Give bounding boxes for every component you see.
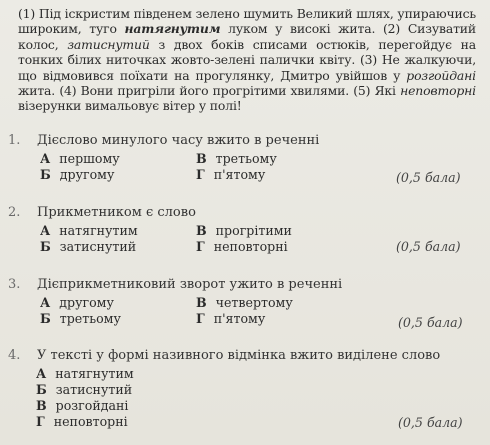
score-label: (0,5 бала) <box>398 415 463 430</box>
highlighted-word: розгойдані <box>406 67 476 83</box>
option-g[interactable] <box>196 311 265 326</box>
option-letter: Г <box>196 167 205 182</box>
option-g[interactable] <box>196 167 265 182</box>
option-g[interactable] <box>196 239 288 254</box>
highlighted-word: неповторні <box>400 83 476 99</box>
passage-text: з двох боків списами остюків, перегойдує на тонких білих ниточках жовто-зелені палички квіту. (3) Не жалкуючи, що відмовився поїхати на прогулянку, Дмитро увійшов у <box>18 36 476 83</box>
option-text: п'ятому <box>213 311 266 326</box>
option-text: п'ятому <box>213 167 266 182</box>
option-b[interactable] <box>40 311 121 326</box>
score-label: (0,5 бала) <box>396 239 461 254</box>
option-letter: Б <box>36 382 47 397</box>
option-a[interactable] <box>36 366 134 381</box>
question-number: 2. <box>8 205 21 220</box>
option-v[interactable] <box>196 295 293 310</box>
option-text: першому <box>59 151 120 166</box>
passage-text: візерунки вимальовує вітер у полі! <box>18 98 242 114</box>
question-number: 4. <box>8 348 21 363</box>
option-text: другому <box>59 167 115 182</box>
option-letter: А <box>36 366 47 381</box>
question-text: Дієприкметниковий зворот ужито в реченні <box>37 277 343 292</box>
option-text: неповторні <box>53 414 128 429</box>
option-text: другому <box>59 295 114 310</box>
option-letter: В <box>36 398 47 413</box>
option-text: розгойдані <box>55 398 129 413</box>
option-letter: А <box>40 295 51 310</box>
option-a[interactable] <box>40 151 120 166</box>
option-letter: А <box>40 223 51 238</box>
option-text: прогрітими <box>215 223 292 238</box>
option-letter: В <box>196 295 207 310</box>
highlighted-word: натягнутим <box>124 21 221 37</box>
option-letter: А <box>40 151 51 166</box>
option-text: третьому <box>215 151 277 166</box>
option-letter: Г <box>196 239 205 254</box>
option-a[interactable] <box>40 295 114 310</box>
option-text: натягнутим <box>55 366 134 381</box>
option-v[interactable] <box>36 398 128 413</box>
option-letter: В <box>196 151 207 166</box>
highlighted-word: затиснутий <box>67 36 150 52</box>
option-letter: Г <box>196 311 205 326</box>
option-v[interactable] <box>196 223 292 238</box>
option-text: четвертому <box>215 295 293 310</box>
option-text: натягнутим <box>59 223 138 238</box>
option-g[interactable] <box>36 414 128 429</box>
score-label: (0,5 бала) <box>396 170 461 185</box>
question-number: 1. <box>8 133 21 148</box>
option-letter: Г <box>36 414 45 429</box>
question-text: У тексті у формі називного відмінка вжито виділене слово <box>37 348 441 363</box>
passage-text: (1) Під іскристим південем зелено шумить Великий шлях, упираючись широким, туго <box>18 6 476 37</box>
option-b[interactable] <box>40 167 114 182</box>
option-letter: Б <box>40 167 51 182</box>
question-text: Дієслово минулого часу вжито в реченні <box>37 133 320 148</box>
option-b[interactable] <box>40 239 136 254</box>
passage-text: жита. (4) Вони пригріли його прогрітими хвилями. (5) Які <box>18 83 401 99</box>
option-text: затиснутий <box>59 239 137 254</box>
option-b[interactable] <box>36 382 132 397</box>
passage-text: луком у високі жита. (2) Сизуватий колос, <box>18 21 477 52</box>
option-letter: В <box>196 223 207 238</box>
option-letter: Б <box>40 311 51 326</box>
reading-passage <box>18 6 476 114</box>
question-text: Прикметником є слово <box>37 205 196 220</box>
question-number: 3. <box>8 277 21 292</box>
option-text: неповторні <box>213 239 288 254</box>
option-v[interactable] <box>196 151 277 166</box>
option-letter: Б <box>40 239 51 254</box>
option-text: затиснутий <box>55 382 133 397</box>
option-a[interactable] <box>40 223 138 238</box>
score-label: (0,5 бала) <box>398 315 463 330</box>
option-text: третьому <box>59 311 121 326</box>
